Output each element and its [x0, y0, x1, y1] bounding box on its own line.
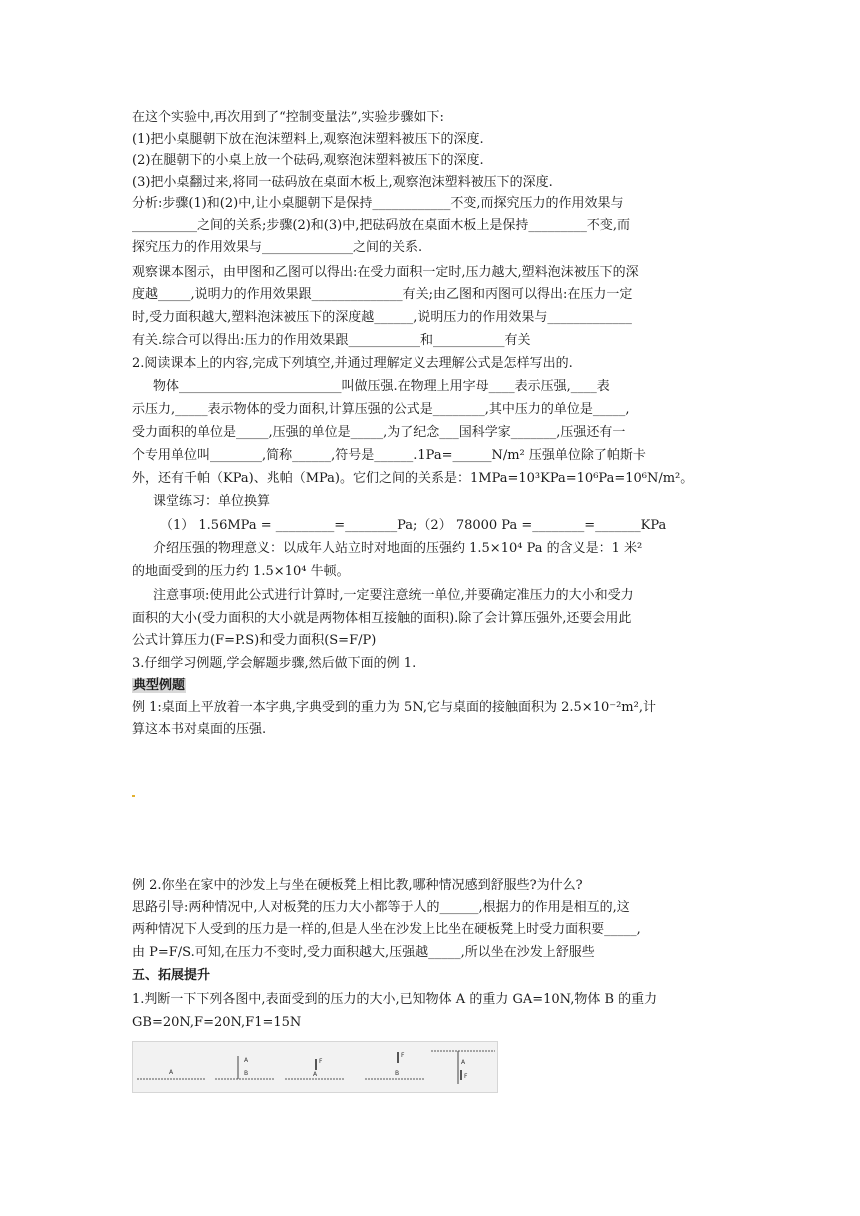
pressure-figure-drawing — [133, 1042, 497, 1092]
label-b-2: B — [244, 1070, 249, 1077]
extension-line-1: 1.判断一下下列各图中,表面受到的压力的大小,已知物体 A 的重力 GA=10N,物体 B 的重力 — [132, 992, 658, 1007]
stray-mark — [132, 795, 135, 797]
hint-line-2: 两种情况下人受到的压力是一样的,但是人坐在沙发上比坐在硬板凳上时受力面积要_____, — [132, 922, 641, 937]
item-3-line: 3.仔细学习例题,学会解题步骤,然后做下面的例 1. — [132, 656, 417, 671]
intro-line: 在这个实验中,再次用到了“控制变量法”,实验步骤如下: — [132, 110, 444, 125]
analysis-line-1: 分析:步骤(1)和(2)中,让小桌腿朝下是保持____________不变,而探究压力的作用效果与 — [132, 196, 624, 211]
hint-line-3: 由 P=F/S.可知,在压力不变时,受力面积越大,压强越_____,所以坐在沙发上舒服些 — [132, 945, 595, 960]
heading-typical-examples — [132, 678, 186, 694]
item-2-line: 2.阅读课本上的内容,完成下列填空,并通过理解定义去理解公式是怎样写出的. — [132, 356, 573, 371]
definition-line-2: 示压力,_____表示物体的受力面积,计算压强的公式是________,其中压力的单位是_____, — [132, 402, 630, 417]
unit-relation-line: 外，还有千帕（KPa)、兆帕（MPa)。它们之间的关系是：1MPa=10³KPa=10⁶Pa=10⁶N/m²。 — [132, 471, 694, 486]
observation-line-2: 度越_____,说明力的作用效果跟______________有关;由乙图和丙图可以得出:在压力一定 — [132, 287, 633, 302]
observation-line-3: 时,受力面积越大,塑料泡沫被压下的深度越______,说明压力的作用效果与_____________ — [132, 310, 632, 325]
step-1: (1)把小桌腿朝下放在泡沫塑料上,观察泡沫塑料被压下的深度. — [132, 132, 484, 147]
pressure-figure — [132, 1041, 498, 1093]
definition-line-1: 物体_________________________叫做压强.在物理上用字母____表示压强,____表 — [153, 379, 610, 394]
notes-line-1: 注意事项:使用此公式进行计算时,一定要注意统一单位,并要确定准压力的大小和受力 — [153, 588, 634, 603]
hint-line-1: 思路引导:两种情况中,人对板凳的压力大小都等于人的______,根据力的作用是相互的,这 — [132, 900, 630, 915]
label-f-4: F — [401, 1052, 405, 1059]
analysis-line-2: __________之间的关系;步骤(2)和(3)中,把砝码放在桌面木板上是保持_________不变,而 — [132, 218, 630, 233]
meaning-line-1: 介绍压强的物理意义：以成年人站立时对地面的压强约 1.5×10⁴ Pa 的含义是：1 米² — [153, 541, 643, 556]
meaning-line-2: 的地面受到的压力约 1.5×10⁴ 牛顿。 — [132, 564, 350, 579]
practice-conversion: （1） 1.56MPa = _________=________Pa;（2） 78000 Pa =________=_______KPa — [160, 518, 667, 533]
step-2: (2)在腿朝下的小桌上放一个砝码,观察泡沫塑料被压下的深度. — [132, 153, 484, 168]
label-a-3: A — [313, 1071, 318, 1078]
observation-line-1: 观察课本图示，由甲图和乙图可以得出:在受力面积一定时,压力越大,塑料泡沫被压下的深 — [132, 265, 639, 280]
label-a-2: A — [244, 1057, 249, 1064]
label-a-1: A — [169, 1069, 174, 1076]
heading-section-five: 五、拓展提升 — [132, 968, 211, 983]
definition-line-4 — [132, 448, 646, 464]
example-1-line-1: 例 1:桌面上平放着一本字典,字典受到的重力为 5N,它与桌面的接触面积为 2.5×10⁻²m²,计 — [132, 700, 656, 715]
definition-line-4-text: 个专用单位叫________,简称______,符号是______.1Pa=______N/m² — [132, 448, 525, 463]
observation-line-4: 有关.综合可以得出:压力的作用效果跟___________和___________有关 — [132, 333, 531, 348]
extension-line-2: GB=20N,F=20N,F1=15N — [132, 1015, 302, 1030]
label-f-3: F — [319, 1058, 323, 1065]
label-a-5: A — [461, 1059, 466, 1066]
definition-line-3: 受力面积的单位是_____,压强的单位是_____,为了纪念___国科学家_______,压强还有一 — [132, 425, 626, 440]
label-b-4: B — [395, 1070, 400, 1077]
step-3: (3)把小桌翻过来,将同一砝码放在桌面木板上,观察泡沫塑料被压下的深度. — [132, 175, 553, 190]
label-f-5: F — [464, 1073, 468, 1080]
example-1-line-2: 算这本书对桌面的压强. — [132, 722, 267, 737]
unit-note: 压强单位除了帕斯卡 — [524, 448, 646, 463]
analysis-line-3: 探究压力的作用效果与______________之间的关系. — [132, 240, 423, 255]
notes-line-2: 面积的大小(受力面积的大小就是两物体相互接触的面积).除了会计算压强外,还要会用此 — [132, 611, 632, 626]
typical-examples-label: 典型例题 — [133, 678, 186, 693]
practice-title: 课堂练习：单位换算 — [153, 494, 271, 509]
example-2-question: 例 2.你坐在家中的沙发上与坐在硬板凳上相比教,哪种情况感到舒服些?为什么? — [132, 878, 583, 893]
notes-line-3: 公式计算压力(F=P.S)和受力面积(S=F/P) — [132, 633, 377, 648]
